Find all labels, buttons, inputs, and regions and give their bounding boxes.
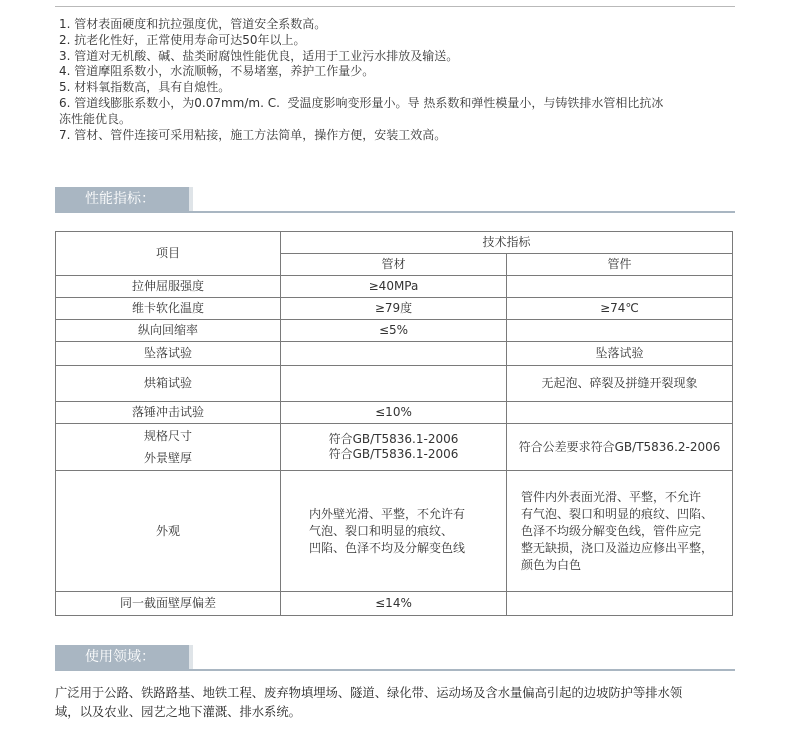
row-fitting: 坠落试验 xyxy=(507,342,733,366)
performance-heading: 性能指标： xyxy=(55,187,189,212)
feature-list xyxy=(59,17,739,143)
table-header-row xyxy=(56,232,733,254)
usage-line: 广泛用于公路、铁路路基、地铁工程、废弃物填埋场、隧道、绿化带、运动场及含水量偏高引起的边坡防护等排水领 xyxy=(55,686,683,700)
table-row xyxy=(56,298,733,320)
top-divider xyxy=(55,6,735,7)
feature-item: 4. 管道摩阻系数小，水流顺畅，不易堵塞，养护工作量少。 xyxy=(59,64,375,79)
header-item: 项目 xyxy=(56,232,281,276)
row-pipe-line: 内外壁光滑、平整，不允许有 xyxy=(309,506,466,521)
row-pipe xyxy=(281,342,507,366)
section-rule xyxy=(55,669,735,671)
row-fitting: 符合公差要求符合GB/T5836.2-2006 xyxy=(507,424,733,471)
feature-item: 6. 管道线膨胀系数小，为0.07mm/m. C. 受温度影响变形量小。导 热系数和弹性模量小，与铸铁排水管相比抗冰 xyxy=(59,95,664,110)
row-fitting xyxy=(507,592,733,616)
table-row xyxy=(56,366,733,402)
row-item-line: 规格尺寸 xyxy=(143,429,192,443)
performance-section-header xyxy=(55,187,735,213)
row-fitting: ≥74℃ xyxy=(507,298,733,320)
row-item: 拉伸屈服强度 xyxy=(56,276,281,298)
table-row xyxy=(56,276,733,298)
feature-item: 3. 管道对无机酸、碱、盐类耐腐蚀性能优良，适用于工业污水排放及输送。 xyxy=(59,48,459,63)
row-pipe-line: 符合GB/T5836.1-2006 xyxy=(328,432,459,446)
row-pipe: ≤5% xyxy=(281,320,507,342)
row-pipe-line: 凹陷、色泽不均及分解变色线 xyxy=(309,540,466,555)
row-pipe: ≥40MPa xyxy=(281,276,507,298)
row-item: 落锤冲击试验 xyxy=(56,402,281,424)
row-item: 同一截面壁厚偏差 xyxy=(56,592,281,616)
performance-table xyxy=(55,231,733,616)
feature-item: 冻性能优良。 xyxy=(59,111,132,126)
row-fitting xyxy=(507,320,733,342)
header-tech: 技术指标 xyxy=(281,232,733,254)
row-fitting-line: 颜色为白色 xyxy=(521,557,582,572)
row-pipe xyxy=(281,471,507,592)
feature-item: 1. 管材表面硬度和抗拉强度优，管道安全系数高。 xyxy=(59,17,327,31)
header-fitting: 管件 xyxy=(507,254,733,276)
row-item: 外观 xyxy=(56,471,281,592)
table-row xyxy=(56,424,733,471)
row-pipe xyxy=(281,366,507,402)
feature-item: 5. 材料氧指数高，具有自熄性。 xyxy=(59,80,231,95)
row-pipe-line: 气泡、裂口和明显的痕纹、 xyxy=(309,523,454,538)
row-item: 烘箱试验 xyxy=(56,366,281,402)
row-pipe xyxy=(281,424,507,471)
row-pipe: ≤10% xyxy=(281,402,507,424)
table-row xyxy=(56,320,733,342)
row-item: 坠落试验 xyxy=(56,342,281,366)
row-item: 纵向回缩率 xyxy=(56,320,281,342)
table-row xyxy=(56,402,733,424)
header-pipe: 管材 xyxy=(281,254,507,276)
section-rule xyxy=(55,211,735,213)
usage-line: 域，以及农业、园艺之地下灌溉、排水系统。 xyxy=(55,705,301,719)
table-row xyxy=(56,592,733,616)
usage-section-header xyxy=(55,645,735,671)
row-item: 维卡软化温度 xyxy=(56,298,281,320)
row-pipe: ≤14% xyxy=(281,592,507,616)
feature-item: 2. 抗老化性好，正常使用寿命可达50年以上。 xyxy=(59,32,306,47)
table-row xyxy=(56,471,733,592)
row-fitting xyxy=(507,471,733,592)
row-fitting-line: 整无缺损，浇口及溢边应修出平整， xyxy=(521,540,714,555)
row-fitting-line: 管件内外表面光滑、平整，不允许 xyxy=(521,489,702,504)
row-pipe-line: 符合GB/T5836.1-2006 xyxy=(328,447,459,461)
feature-item: 7. 管材、管件连接可采用粘接，施工方法简单，操作方便，安装工效高。 xyxy=(59,127,447,142)
usage-text xyxy=(55,684,735,722)
row-fitting xyxy=(507,276,733,298)
row-fitting xyxy=(507,402,733,424)
row-fitting-line: 有气泡、裂口和明显的痕纹、凹陷、 xyxy=(521,506,714,521)
table-row xyxy=(56,342,733,366)
row-item-line: 外景壁厚 xyxy=(143,451,192,465)
row-pipe: ≥79度 xyxy=(281,298,507,320)
row-fitting-line: 色泽不均级分解变色线，管件应完 xyxy=(521,523,702,538)
row-item xyxy=(56,424,281,471)
usage-heading: 使用领域： xyxy=(55,645,189,670)
row-fitting: 无起泡、碎裂及拼缝开裂现象 xyxy=(507,366,733,402)
